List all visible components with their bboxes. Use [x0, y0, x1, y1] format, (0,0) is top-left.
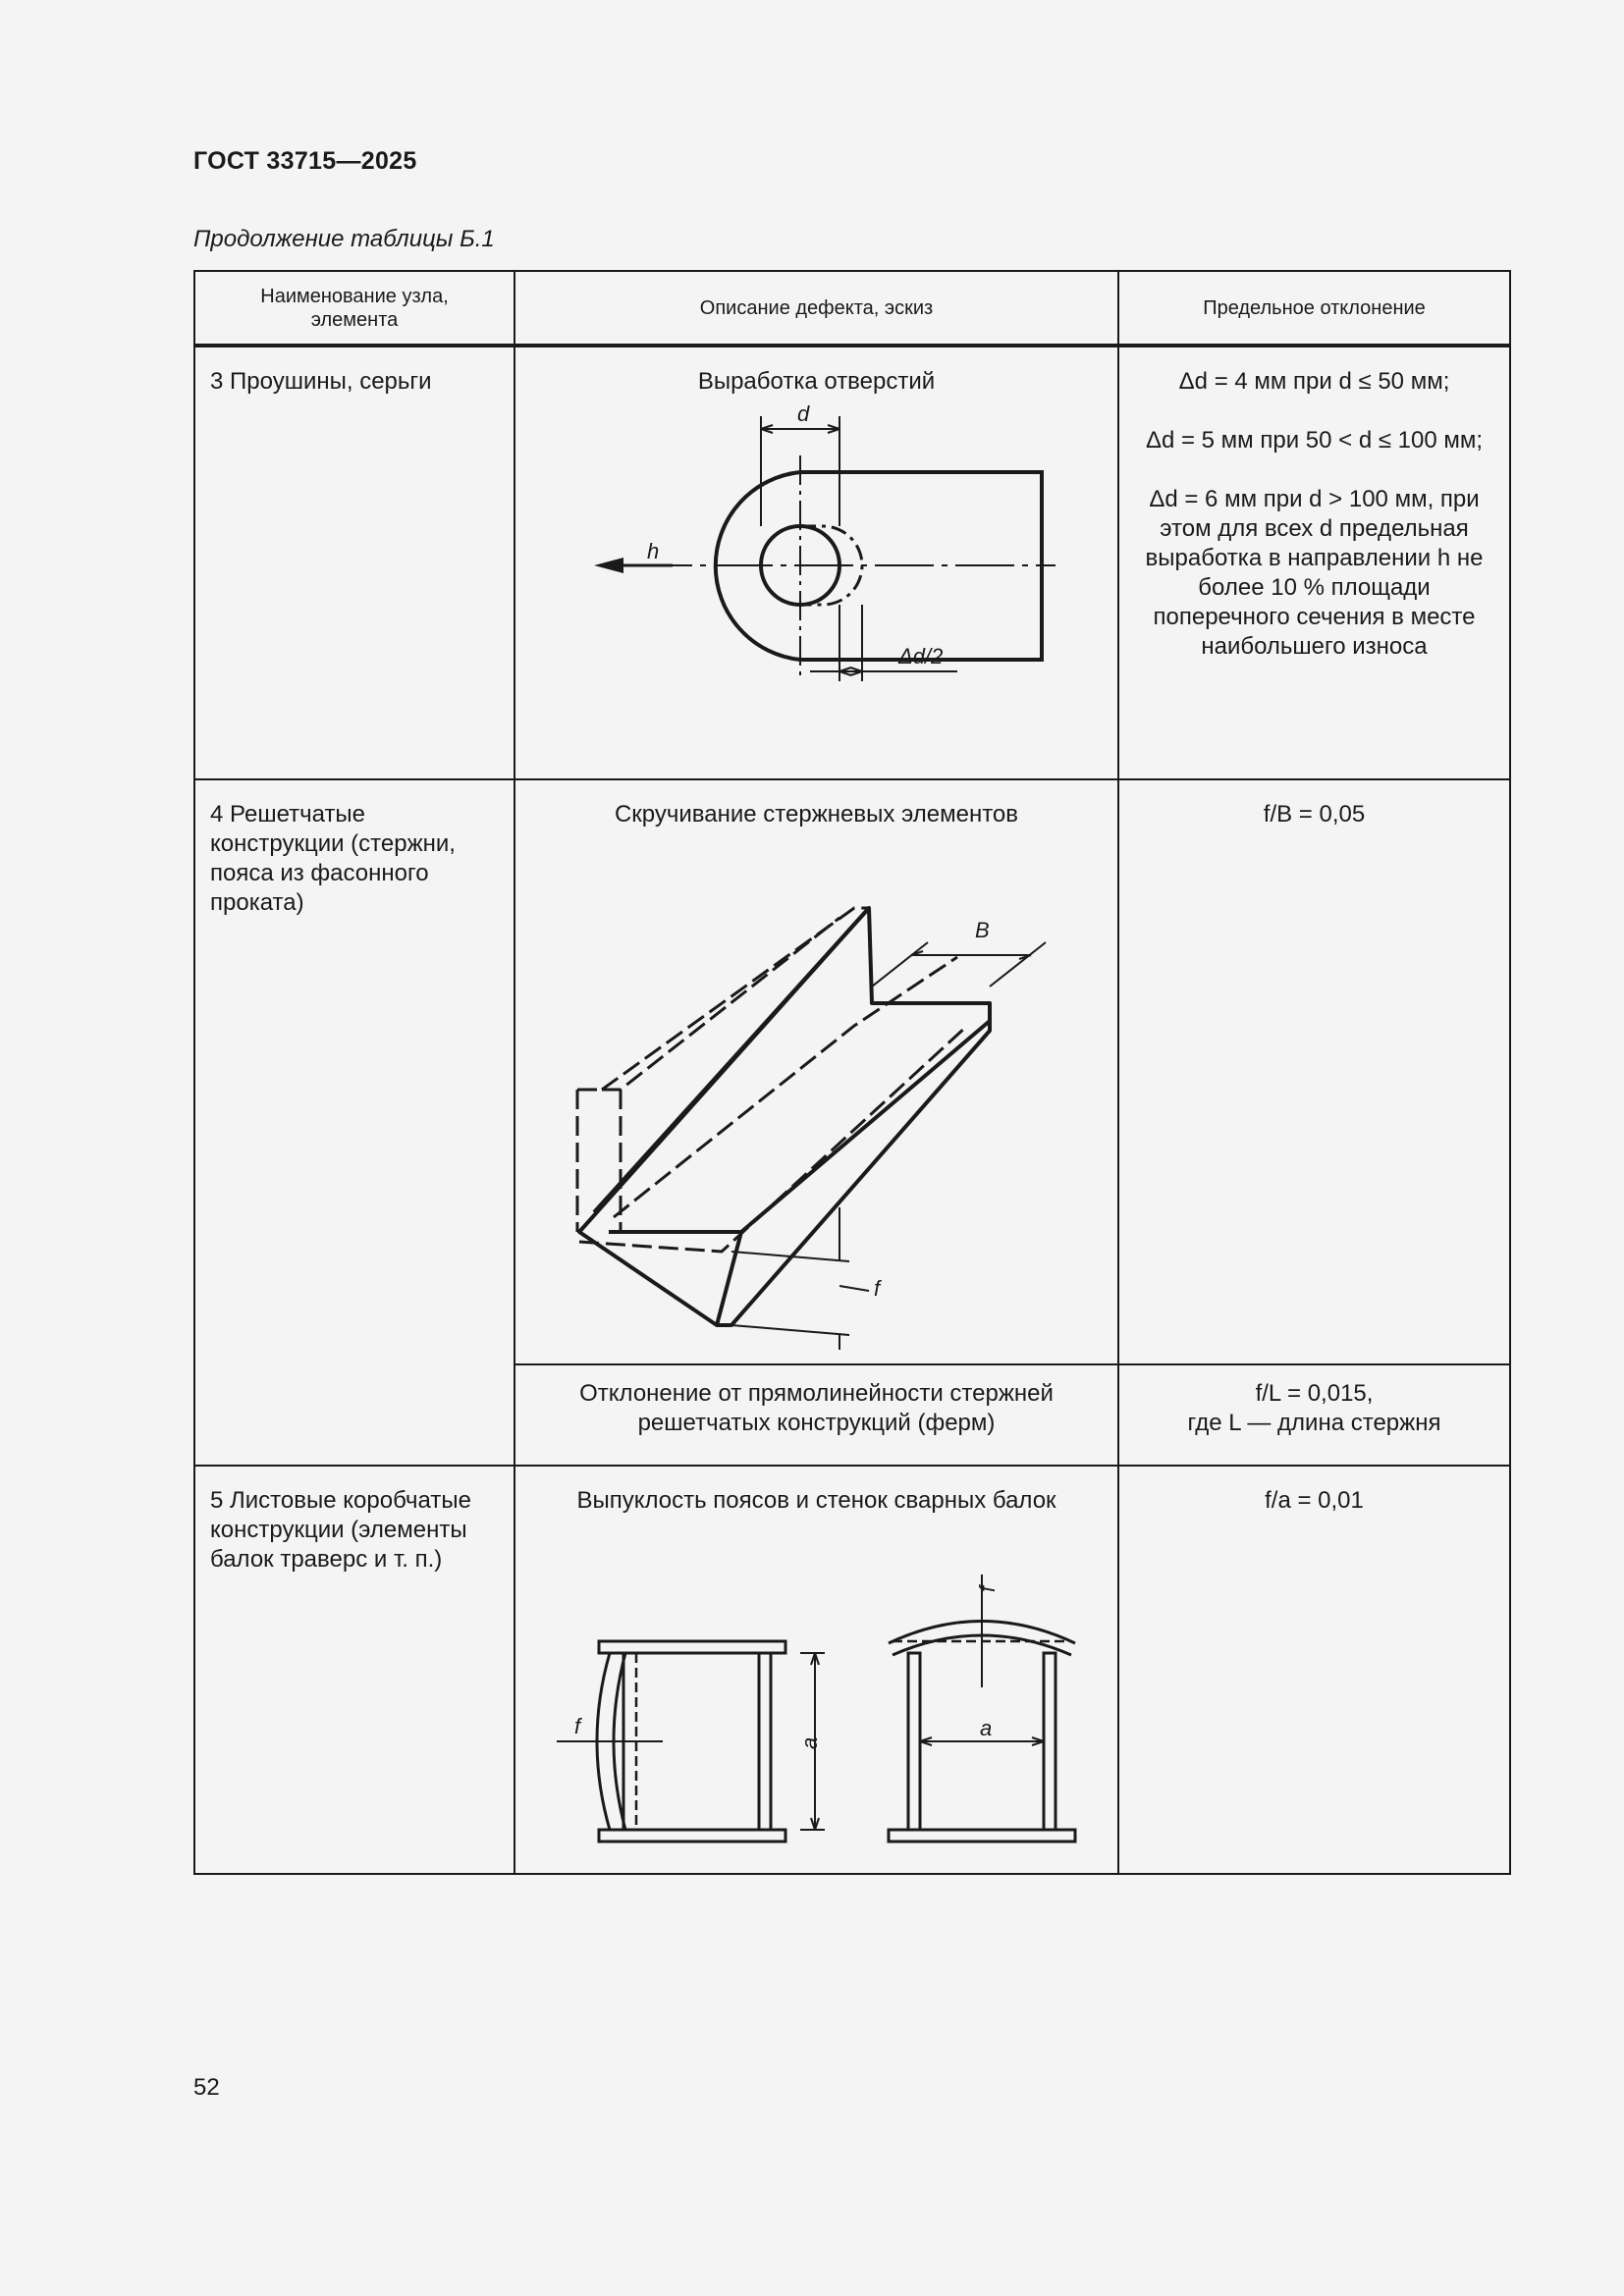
page-number: 52	[193, 2074, 220, 2101]
row3-description	[514, 346, 1118, 779]
label-f: f	[874, 1276, 881, 1301]
label-d: d	[797, 401, 810, 426]
label-a-right: a	[980, 1716, 993, 1740]
row5-deviation: f/a = 0,01	[1118, 1466, 1510, 1874]
angle-twist-sketch	[515, 829, 1119, 1350]
defects-table	[193, 270, 1511, 1875]
column-header-name: Наименование узла, элемента	[194, 271, 514, 346]
label-h: h	[647, 539, 660, 563]
row5-description	[514, 1466, 1118, 1874]
table-header-row	[194, 271, 1510, 346]
label-f-left: f	[574, 1714, 581, 1738]
row4-name: 4 Решетчатые конструкции (стержни, пояса из фасонного проката)	[194, 779, 514, 1466]
table-row	[194, 346, 1510, 779]
row4b-deviation-line1: f/L = 0,015,	[1255, 1380, 1374, 1407]
row4-description	[514, 779, 1118, 1364]
row3-deviation-line3: Δd = 6 мм при d > 100 мм, при этом для всех d предельная выработка в направлении h не более 10 % площади поперечного сечения в месте наибольшего износа	[1145, 486, 1484, 660]
column-header-description: Описание дефекта, эскиз	[514, 271, 1118, 346]
row4-deviation: f/B = 0,05	[1118, 779, 1510, 1364]
row5-description-text: Выпуклость поясов и стенок сварных балок	[576, 1487, 1056, 1514]
label-delta-d-half: Δd/2	[898, 644, 944, 668]
document-code: ГОСТ 33715—2025	[193, 147, 417, 175]
row3-name: 3 Проушины, серьги	[194, 346, 514, 779]
row4b-description: Отклонение от прямолинейности стержней решетчатых конструкций (ферм)	[514, 1364, 1118, 1466]
row3-description-text: Выработка отверстий	[697, 368, 936, 395]
row3-deviation-line1: Δd = 4 мм при d ≤ 50 мм;	[1178, 368, 1450, 395]
label-f-right: f	[975, 1585, 1000, 1592]
row3-deviation-line2: Δd = 5 мм при 50 < d ≤ 100 мм;	[1145, 427, 1484, 454]
row4b-deviation-line2: где L — длина стержня	[1187, 1410, 1441, 1436]
eye-wear-sketch	[515, 397, 1119, 760]
row4-description-text: Скручивание стержневых элементов	[614, 801, 1019, 828]
row4b-deviation	[1118, 1364, 1510, 1466]
label-B: B	[975, 918, 990, 942]
box-beam-sketch	[515, 1516, 1119, 1859]
row5-name: 5 Листовые коробчатые конструкции (элементы балок траверс и т. п.)	[194, 1466, 514, 1874]
table-caption: Продолжение таблицы Б.1	[193, 226, 495, 252]
column-header-deviation: Предельное отклонение	[1118, 271, 1510, 346]
table-row	[194, 779, 1510, 1364]
label-a-left: a	[797, 1736, 822, 1749]
table-row	[194, 1466, 1510, 1874]
row3-deviation	[1118, 346, 1510, 779]
